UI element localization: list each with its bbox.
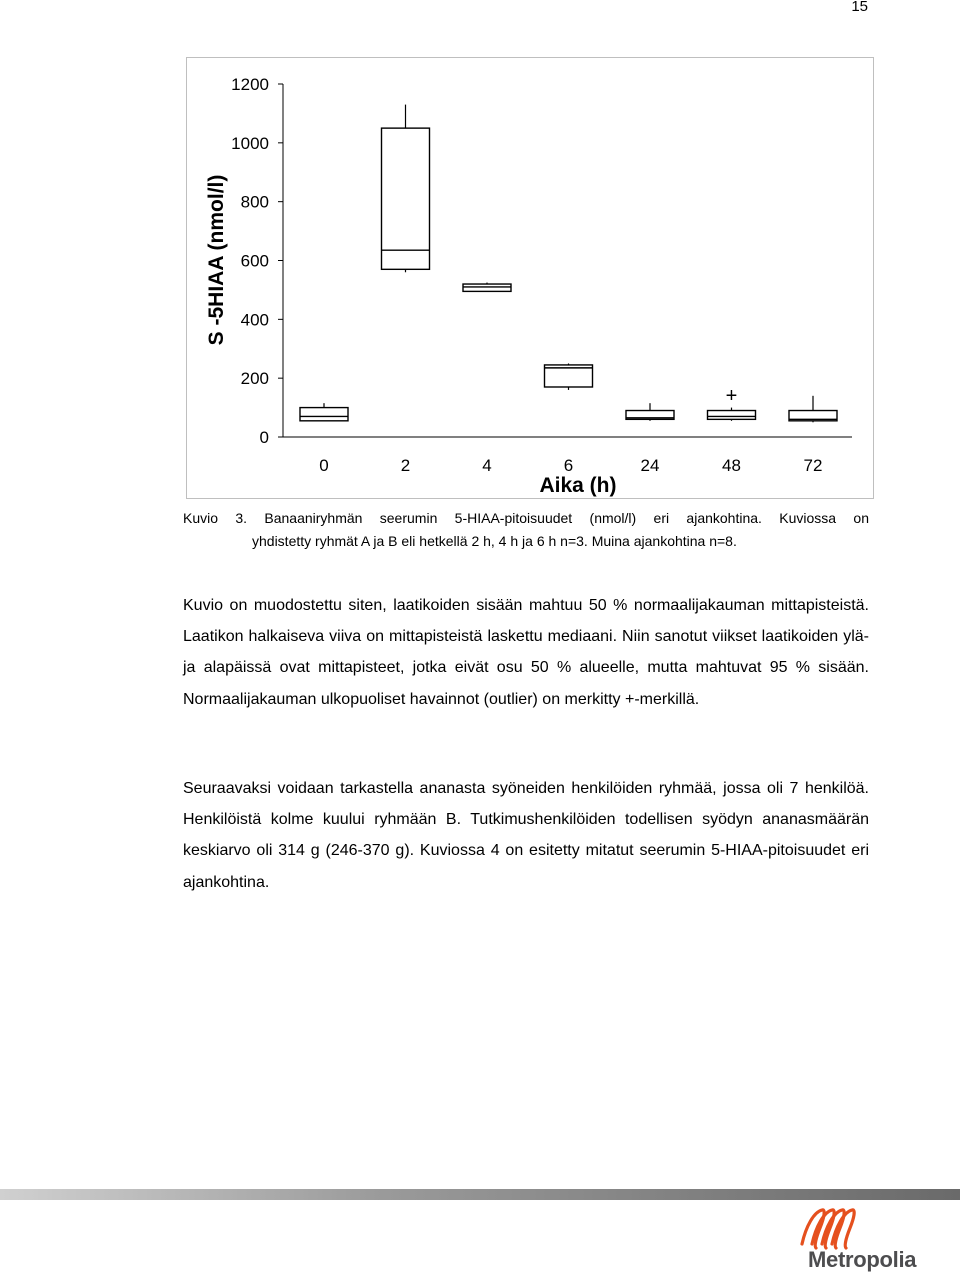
- y-tick-label: 400: [240, 310, 269, 330]
- x-tick-label: 2: [400, 456, 411, 475]
- y-tick-label: 0: [259, 428, 269, 447]
- y-axis-title: S -5HIAA (nmol/l): [205, 174, 228, 346]
- box-iqr: [463, 284, 511, 291]
- box-iqr: [708, 411, 756, 420]
- y-tick-label: 1200: [231, 75, 269, 94]
- x-tick-label: 72: [803, 456, 823, 475]
- x-tick-label: 6: [563, 456, 574, 475]
- paragraph-boxplot-explanation: Kuvio on muodostettu siten, laatikoiden sisään mahtuu 50 % normaalijakauman mittapisteistä. Laatikon halkaiseva viiva on mittapisteistä laskettu mediaani. Niin sanotut viikset laatikoiden ylä- ja alapäissä ovat mittapisteet, jotka eivät osu 50 % alueelle, mutta mahtuvat 95 % sisään. Normaalijakauman ulkopuoliset havainnot (outlier) on merkitty +-merkillä.: [183, 597, 869, 708]
- x-tick-label: 24: [640, 456, 660, 475]
- y-tick-label: 200: [240, 369, 269, 389]
- box-iqr: [382, 128, 430, 269]
- x-tick-label: 0: [319, 456, 329, 475]
- x-tick-label: 4: [482, 456, 492, 475]
- caption-line-1: Kuvio 3. Banaaniryhmän seerumin 5-HIAA-pitoisuudet (nmol/l) eri ajankohtina. Kuviossa on: [183, 510, 869, 526]
- y-tick-label: 1000: [231, 133, 269, 153]
- x-axis-title: Aika (h): [539, 474, 617, 497]
- figure-caption: [183, 507, 869, 553]
- x-tick-label: 48: [722, 456, 741, 475]
- figure-boxplot: [186, 57, 874, 499]
- box-iqr: [300, 408, 348, 421]
- metropolia-logo-text: Metropolia: [808, 1247, 917, 1272]
- y-tick-label: 600: [240, 251, 269, 271]
- y-tick-label: 800: [240, 192, 269, 212]
- paragraph-pineapple-group: Seuraavaksi voidaan tarkastella ananasta syöneiden henkilöiden ryhmää, jossa oli 7 henkilöä. Henkilöistä kolme kuului ryhmään B. Tutkimushenkilöiden todellisen syödyn ananasmäärän keskiarvo oli 314 g (246-370 g). Kuviossa 4 on esitetty mitatut seerumin 5-HIAA-pitoisuudet eri ajankohtina.: [183, 780, 869, 891]
- caption-line-2: yhdistetty ryhmät A ja B eli hetkellä 2 h, 4 h ja 6 h n=3. Muina ajankohtina n=8.: [252, 533, 737, 549]
- page-number: 15: [851, 0, 868, 15]
- footer-bar: [0, 1189, 960, 1200]
- boxplot-chart: [187, 58, 873, 498]
- outlier-marker: +: [725, 384, 738, 407]
